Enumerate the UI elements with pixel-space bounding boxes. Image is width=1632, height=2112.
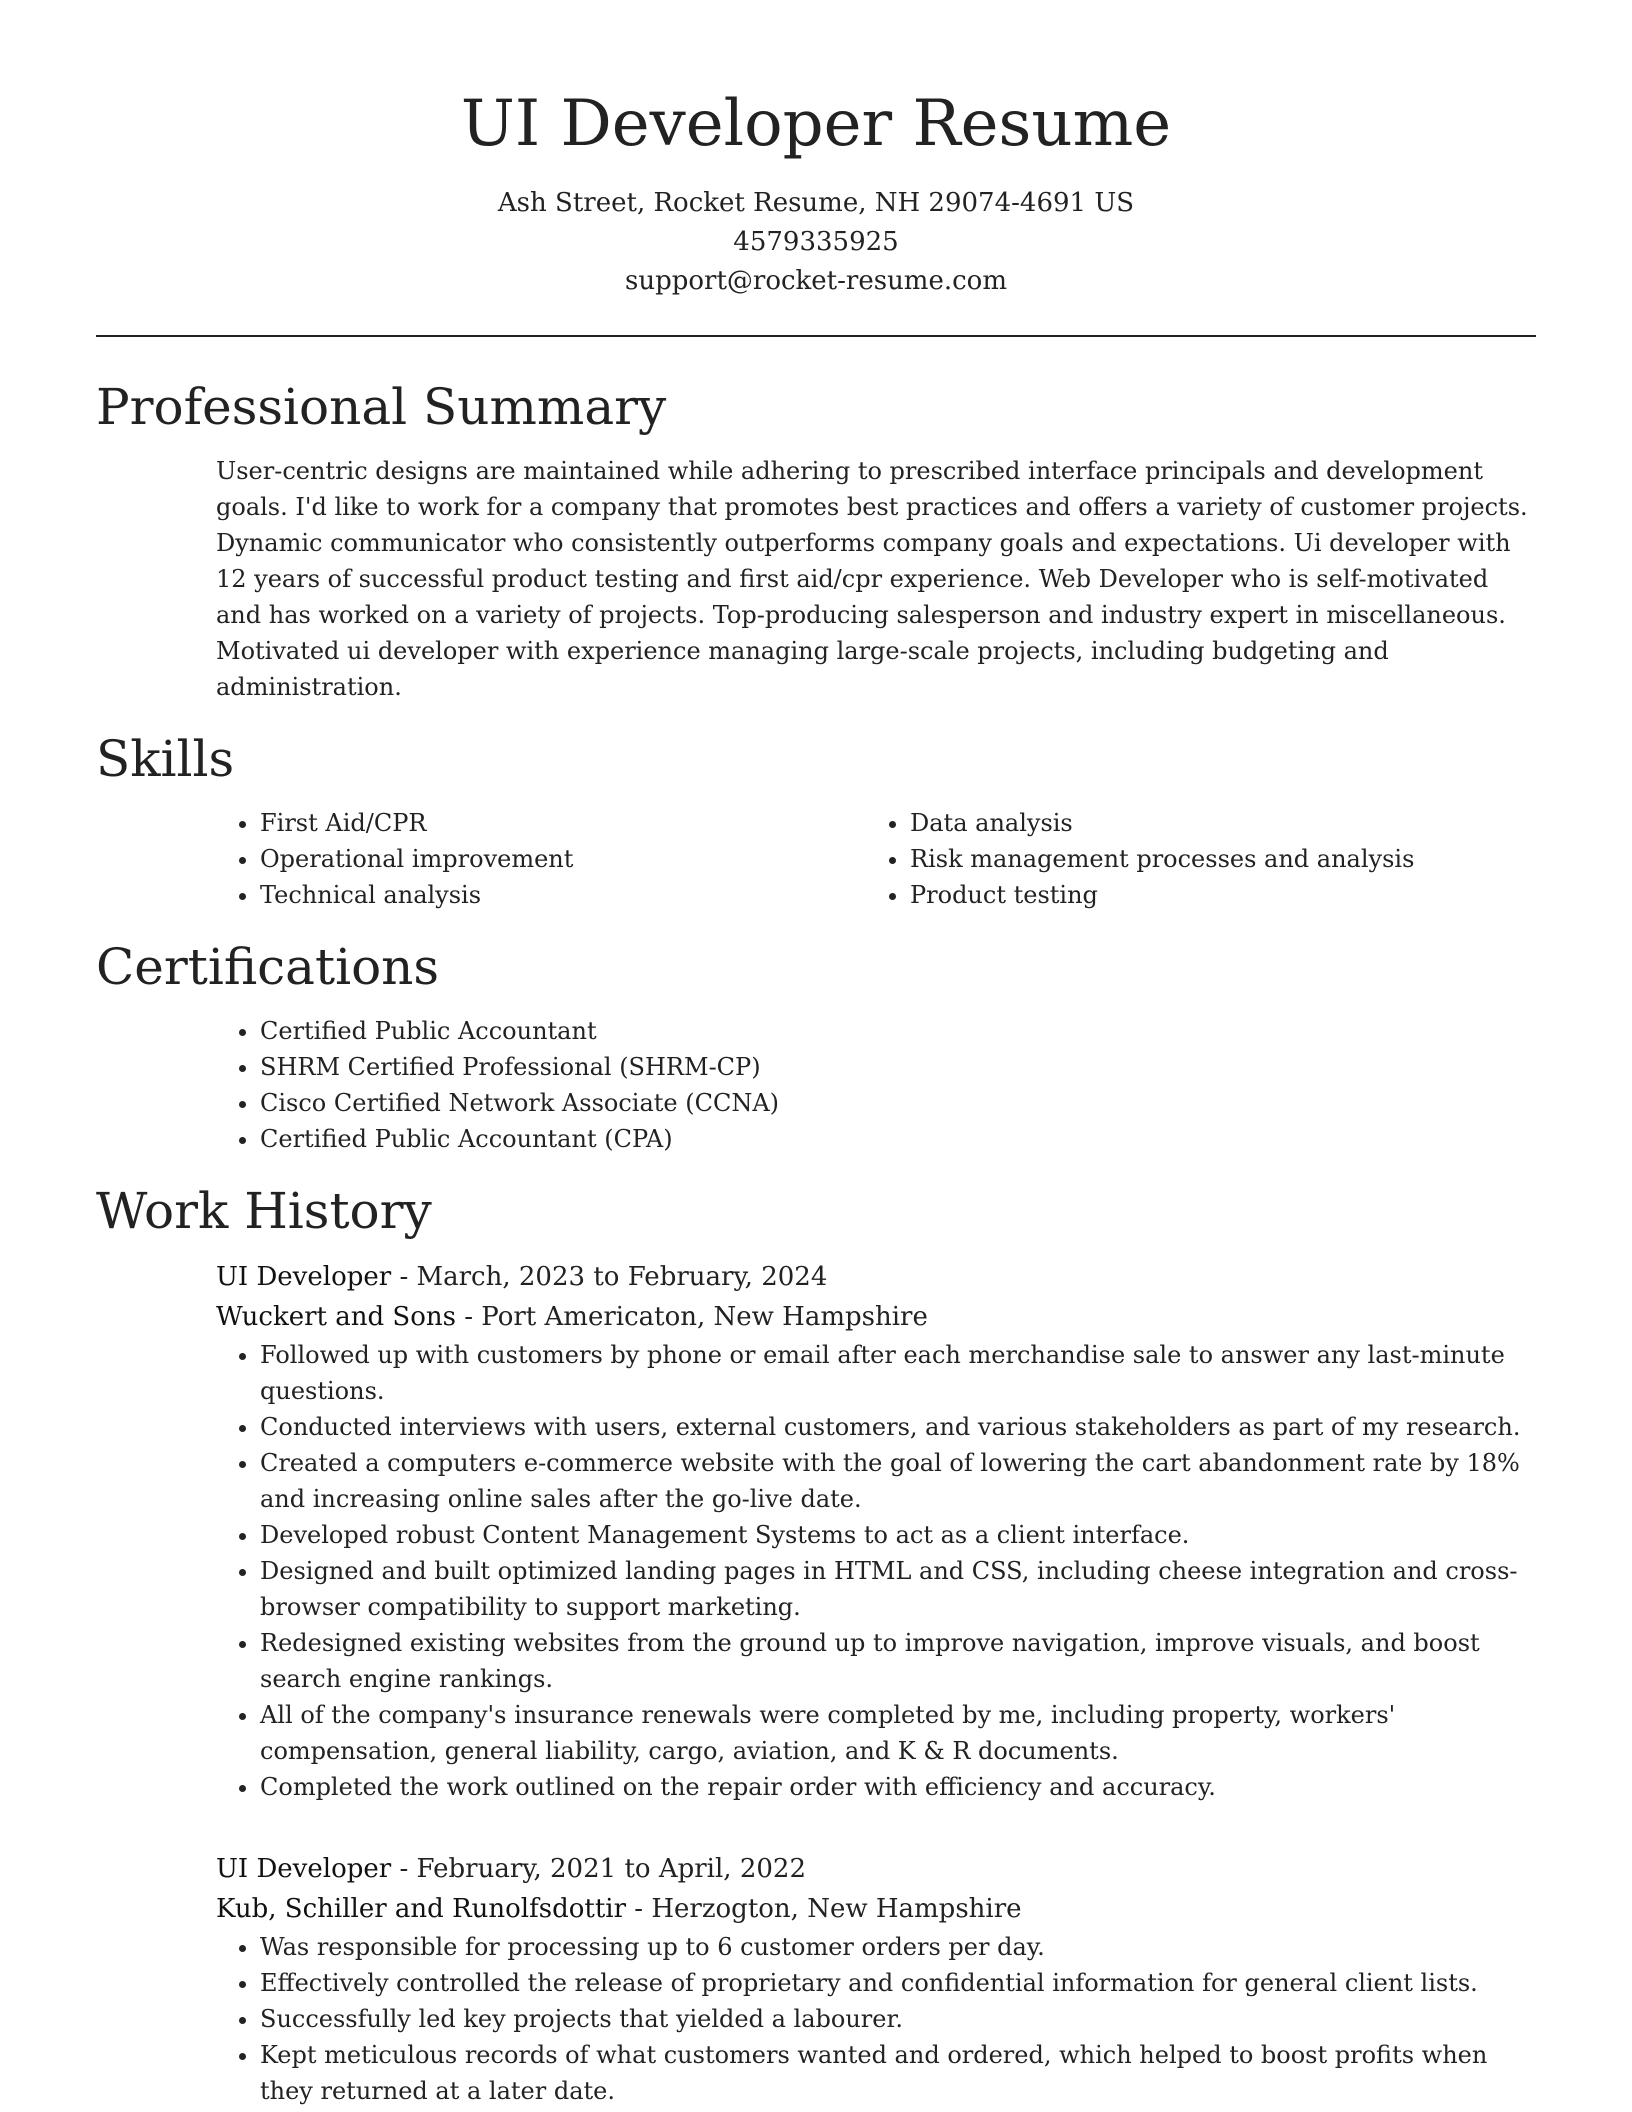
contact-email: support@rocket-resume.com (624, 266, 1007, 296)
job-duty-item: • All of the company's insurance renewals were completed by me, including property, workers' compensation, general liability, cargo, aviation, and K & R documents. (260, 1697, 1536, 1769)
job-company: Wuckert and Sons (216, 1302, 456, 1332)
job-role-line (216, 1849, 1536, 1889)
job-duty-item: • Created a computers e-commerce website with the goal of lowering the cart abandonment rate by 18% and increasing online sales after the go-live date. (260, 1445, 1536, 1517)
job-role: UI Developer (216, 1262, 392, 1292)
work-history-heading: Work History (96, 1182, 432, 1240)
certification-item: • Certified Public Accountant (CPA) (260, 1121, 1536, 1157)
resume-page (96, 0, 1536, 2109)
skill-item: • Product testing (910, 877, 1516, 913)
skill-item: • Data analysis (910, 805, 1516, 841)
skill-item: • Operational improvement (260, 841, 866, 877)
job-duties (216, 1929, 1536, 2109)
certification-item: • Certified Public Accountant (260, 1013, 1536, 1049)
job-duty-item: • Kept meticulous records of what customers wanted and ordered, which helped to boost profits when they returned at a later date. (260, 2037, 1536, 2109)
job-duty-item: • Designed and built optimized landing pages in HTML and CSS, including cheese integration and cross-browser compatibility to support marketing. (260, 1553, 1536, 1625)
certifications-list (216, 1013, 1536, 1157)
job-entry (216, 1257, 1536, 1805)
job-location: - Herzogton, New Hampshire (626, 1894, 1022, 1924)
job-role: UI Developer (216, 1854, 392, 1884)
job-duty-item: • Successfully led key projects that yielded a labourer. (260, 2001, 1536, 2037)
job-duty-item: • Developed robust Content Management Systems to act as a client interface. (260, 1517, 1536, 1553)
contact-phone: 4579335925 (733, 227, 899, 257)
certification-item: • Cisco Certified Network Associate (CCNA) (260, 1085, 1536, 1121)
job-duties (216, 1337, 1536, 1805)
job-entry (216, 1849, 1536, 2109)
resume-title: UI Developer Resume (460, 87, 1172, 161)
job-duty-item: • Completed the work outlined on the repair order with efficiency and accuracy. (260, 1769, 1536, 1805)
skills-list (216, 805, 1536, 913)
job-duty-item: • Followed up with customers by phone or email after each merchandise sale to answer any last-minute questions. (260, 1337, 1536, 1409)
job-company: Kub, Schiller and Runolfsdottir (216, 1894, 627, 1924)
certification-item: • SHRM Certified Professional (SHRM-CP) (260, 1049, 1536, 1085)
header-divider (96, 335, 1536, 337)
job-dates: - March, 2023 to February, 2024 (391, 1262, 828, 1292)
skill-item: • First Aid/CPR (260, 805, 866, 841)
certifications-heading: Certifications (96, 938, 440, 996)
skills-column-left (216, 805, 866, 913)
skill-item: • Technical analysis (260, 877, 866, 913)
job-location: - Port Americaton, New Hampshire (455, 1302, 928, 1332)
job-dates: - February, 2021 to April, 2022 (391, 1854, 806, 1884)
skills-heading: Skills (96, 730, 235, 788)
job-company-line (216, 1297, 1536, 1337)
job-duty-item: • Conducted interviews with users, external customers, and various stakeholders as part of my research. (260, 1409, 1536, 1445)
job-role-line (216, 1257, 1536, 1297)
skill-item: • Risk management processes and analysis (910, 841, 1516, 877)
contact-address: Ash Street, Rocket Resume, NH 29074-4691 US (497, 188, 1135, 218)
job-duty-item: • Redesigned existing websites from the ground up to improve navigation, improve visuals, and boost search engine rankings. (260, 1625, 1536, 1697)
job-duty-item: • Effectively controlled the release of proprietary and confidential information for general client lists. (260, 1965, 1536, 2001)
job-duty-item: • Was responsible for processing up to 6 customer orders per day. (260, 1929, 1536, 1965)
skills-column-right (866, 805, 1516, 913)
job-company-line (216, 1889, 1536, 1929)
summary-heading: Professional Summary (96, 378, 667, 436)
summary-text: User-centric designs are maintained while adhering to prescribed interface principals and development goals. I'd like to work for a company that promotes best practices and offers a variety of customer projects. Dynamic communicator who consistently outperforms company goals and expectations. Ui developer with 12 years of successful product testing and first aid/cpr experience. Web Developer who is self-motivated and has worked on a variety of projects. Top-producing salesperson and industry expert in miscellaneous. Motivated ui developer with experience managing large-scale projects, including budgeting and administration. (216, 457, 1528, 701)
resume-header (96, 0, 1536, 301)
